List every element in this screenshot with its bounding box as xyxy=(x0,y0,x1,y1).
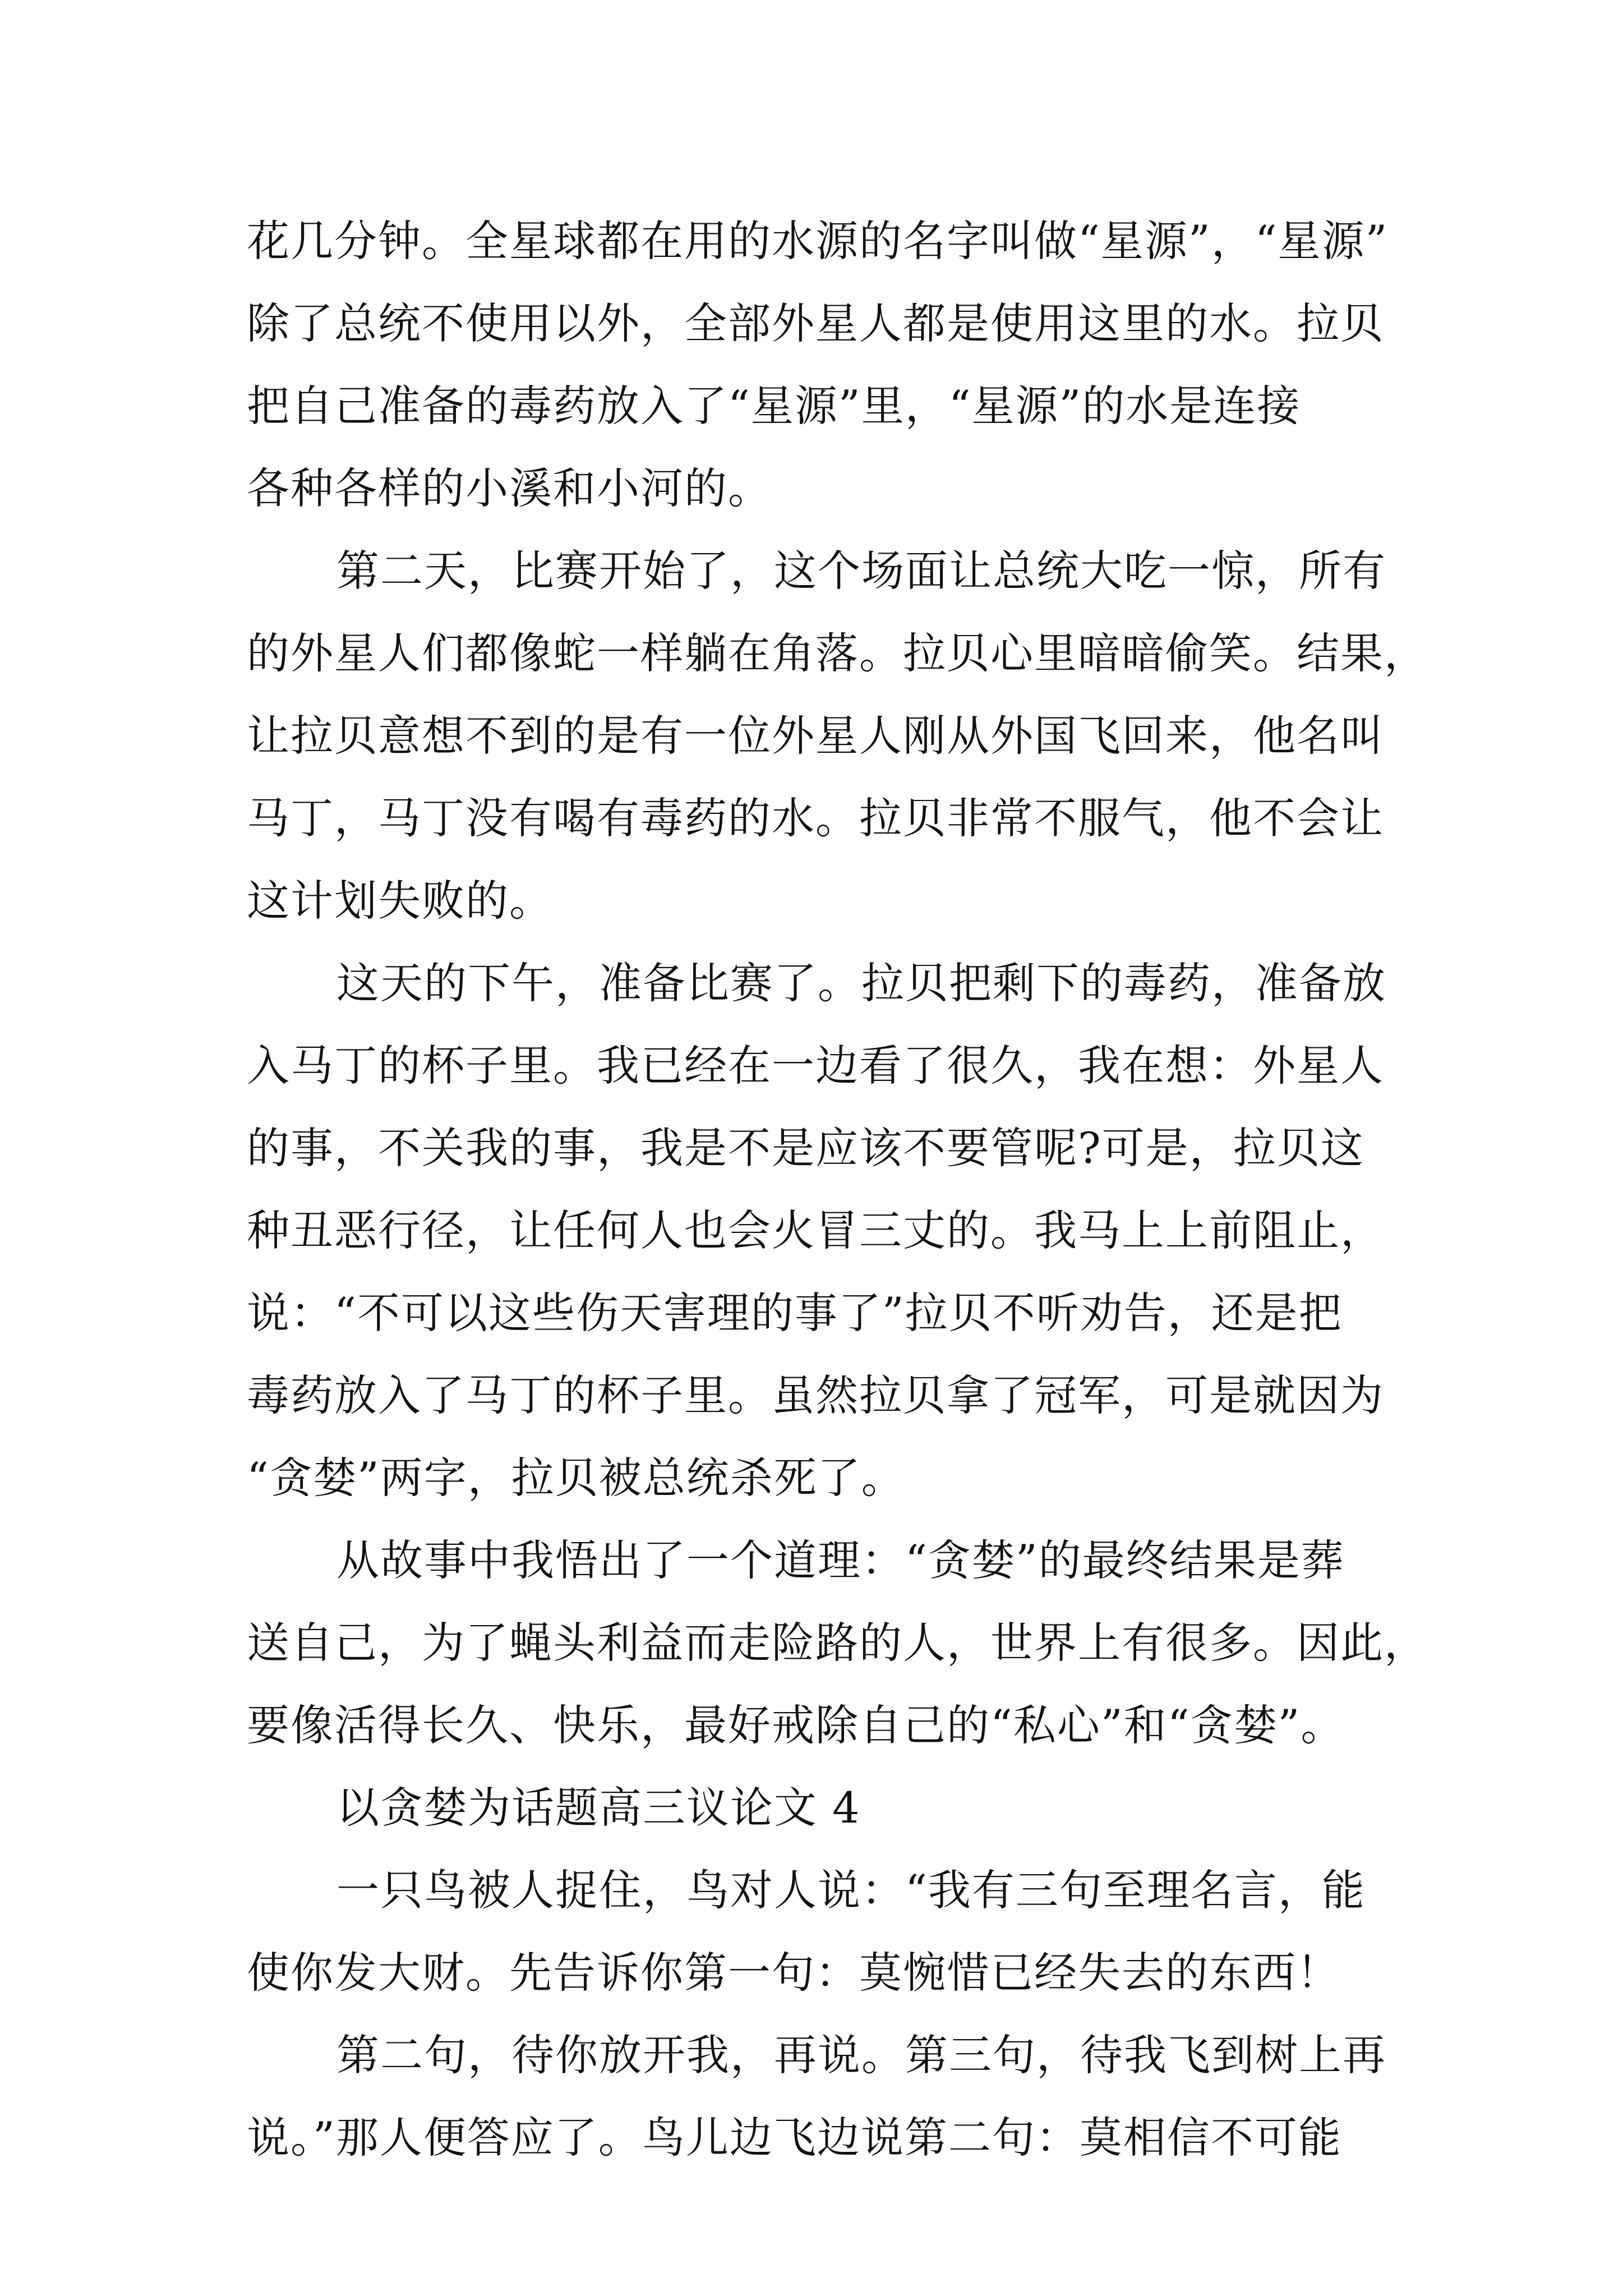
text-line: 各种各样的小溪和小河的。 xyxy=(247,463,772,513)
paragraph-first-line: 第二句，待你放开我，再说。第三句，待我飞到树上再 xyxy=(336,2030,1386,2080)
text-line: 送自己，为了蝇头利益而走险路的人，世界上有很多。因此， xyxy=(247,1618,1428,1668)
text-line: 这计划失败的。 xyxy=(247,876,553,926)
text-line: 除了总统不使用以外，全部外星人都是使用这里的水。拉贝 xyxy=(247,298,1384,348)
text-line: 说：“不可以这些伤天害理的事了”拉贝不听劝告，还是把 xyxy=(247,1288,1343,1338)
text-line: 种丑恶行径，让任何人也会火冒三丈的。我马上上前阻止， xyxy=(247,1205,1384,1255)
text-line: 把自己准备的毒药放入了“星源”里，“星源”的水是连接 xyxy=(247,381,1301,431)
text-line: 花几分钟。全星球都在用的水源的名字叫做“星源”，“星源” xyxy=(247,216,1389,266)
section-heading: 以贪婪为话题高三议论文 4 xyxy=(336,1783,861,1833)
text-line: 让拉贝意想不到的是有一位外星人刚从外国飞回来，他名叫 xyxy=(247,711,1384,761)
text-line: 马丁，马丁没有喝有毒药的水。拉贝非常不服气，他不会让 xyxy=(247,793,1384,843)
paragraph-first-line: 一只鸟被人捉住，鸟对人说：“我有三句至理名言，能 xyxy=(336,1865,1366,1915)
paragraph-first-line: 这天的下午，准备比赛了。拉贝把剩下的毒药，准备放 xyxy=(336,958,1386,1008)
paragraph-first-line: 从故事中我悟出了一个道理：“贪婪”的最终结果是葬 xyxy=(336,1535,1345,1585)
text-line: 的外星人们都像蛇一样躺在角落。拉贝心里暗暗偷笑。结果， xyxy=(247,628,1428,678)
text-line: “贪婪”两字，拉贝被总统杀死了。 xyxy=(247,1453,905,1503)
text-line: 说。”那人便答应了。鸟儿边飞边说第二句：莫相信不可能 xyxy=(247,2113,1342,2162)
text-line: 入马丁的杯子里。我已经在一边看了很久，我在想：外星人 xyxy=(247,1041,1384,1091)
text-line: 使你发大财。先告诉你第一句：莫惋惜已经失去的东西！ xyxy=(247,1948,1340,1998)
text-line: 要像活得长久、快乐，最好戒除自己的“私心”和“贪婪”。 xyxy=(247,1700,1345,1750)
text-line: 毒药放入了马丁的杯子里。虽然拉贝拿了冠军，可是就因为 xyxy=(247,1370,1384,1420)
paragraph-first-line: 第二天，比赛开始了，这个场面让总统大吃一惊，所有 xyxy=(336,546,1386,596)
text-line: 的事，不关我的事，我是不是应该不要管呢?可是，拉贝这 xyxy=(247,1123,1364,1173)
